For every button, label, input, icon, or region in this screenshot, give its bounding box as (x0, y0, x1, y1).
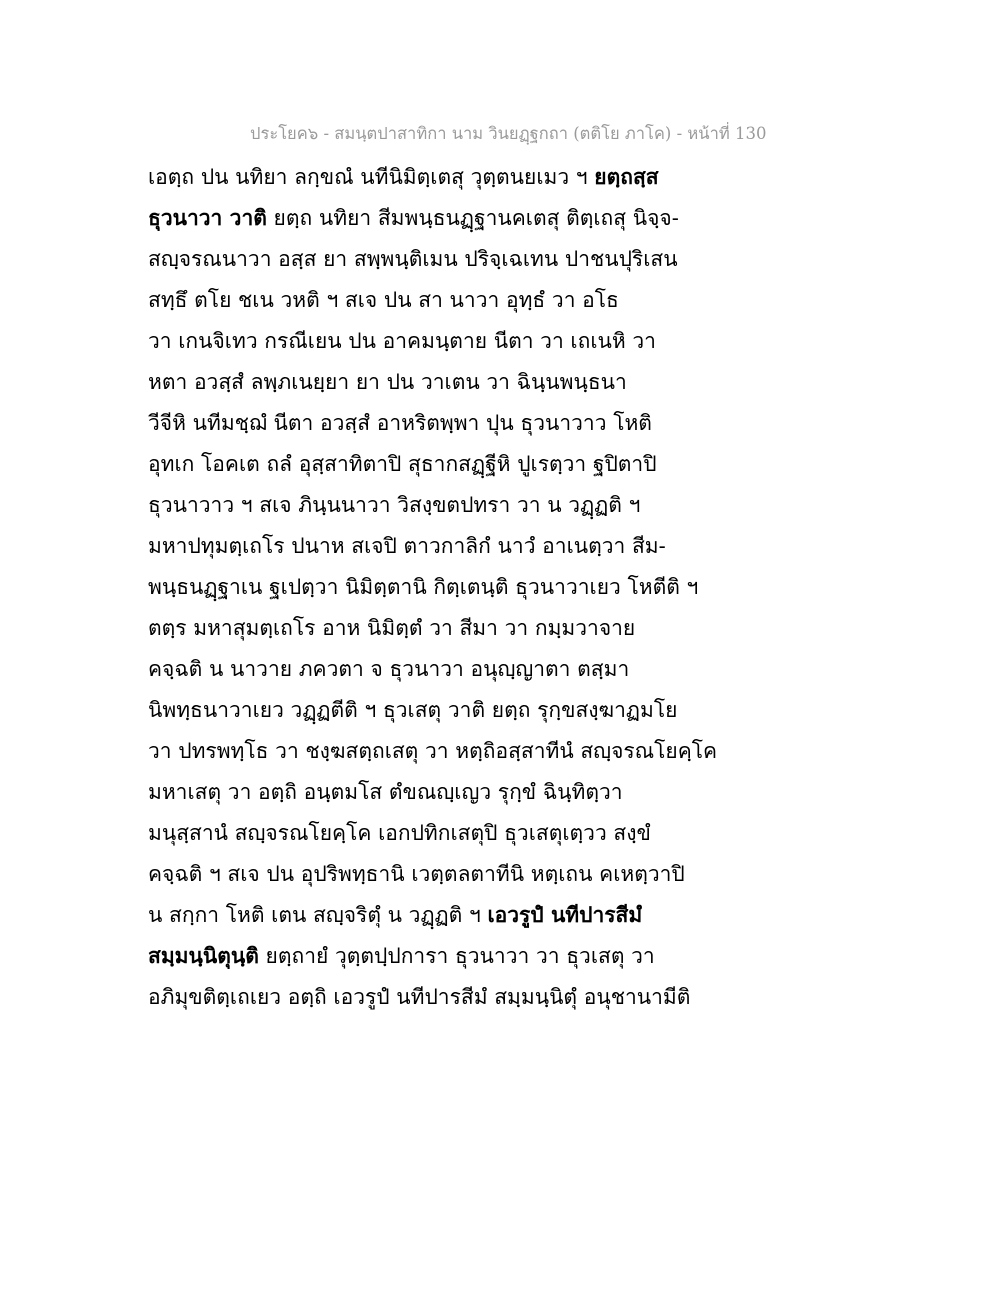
text-line (148, 365, 748, 406)
text-run: ยตฺถ นทิยา สีมพนฺธนฏฺฐานคเตสุ ติตฺเถสุ นิจฺจ- (266, 206, 679, 230)
text-line (148, 980, 748, 1021)
text-line (148, 160, 748, 201)
text-run: ธุวนาวาว ฯ สเจ ภินฺนนาวา วิสงฺขตปทรา วา น วฏฺฏติ ฯ (148, 493, 641, 517)
text-run: อภิมุขติตฺเถเยว อตฺถิ เอวรูปํ นทีปารสีมํ สมฺมนฺนิตุํ อนุชานามีติ (148, 985, 691, 1009)
text-run: มหาปทุมตฺเถโร ปนาห สเจปิ ตาวกาลิกํ นาวํ อาเนตฺวา สีม- (148, 534, 666, 558)
bold-term: ธุวนาวา วาติ (148, 205, 267, 230)
text-line (148, 857, 748, 898)
text-line (148, 939, 748, 980)
text-run: เอตฺถ ปน นทิยา ลกฺขณํ นทีนิมิตฺเตสุ วุตฺตนยเมว ฯ (148, 165, 595, 189)
text-line (148, 201, 748, 242)
text-line (148, 283, 748, 324)
text-line (148, 816, 748, 857)
text-run: พนฺธนฏฺฐาเน ฐเปตฺวา นิมิตฺตานิ กิตฺเตนฺติ ธุวนาวาเยว โหตีติ ฯ (148, 575, 699, 599)
text-run: หตา อวสฺสํ ลพฺภเนยฺยา ยา ปน วาเตน วา ฉินฺนพนฺธนา (148, 370, 627, 394)
text-run: วีจีหิ นทีมชฺฌํ นีตา อวสฺสํ อาหริตพฺพา ปุน ธุวนาวาว โหติ (148, 411, 652, 435)
text-line (148, 447, 748, 488)
text-run: ยตฺถายํ วุตฺตปฺปการา ธุวนาวา วา ธุวเสตุ วา (258, 944, 655, 968)
text-run: สทฺธึ ตโย ชเน วหติ ฯ สเจ ปน สา นาวา อุทฺธํ วา อโธ (148, 288, 619, 312)
text-line (148, 734, 748, 775)
text-line (148, 775, 748, 816)
text-run: วา เกนจิเทว กรณีเยน ปน อาคมนฺตาย นีตา วา เถเนหิ วา (148, 329, 656, 353)
text-run: มหาเสตุ วา อตฺถิ อนฺตมโส ตํขณญฺเญว รุกฺขํ ฉินฺทิตฺวา (148, 780, 623, 804)
body-text (148, 160, 748, 1021)
text-line (148, 898, 748, 939)
text-run: วา ปทรพทฺโธ วา ชงฺฆสตฺถเสตุ วา หตฺถิอสฺสาทีนํ สญฺจรณโยคฺโค (148, 739, 718, 763)
bold-term: สมฺมนฺนิตุนฺติ (148, 943, 259, 968)
text-run: น สกฺกา โหติ เตน สญฺจริตุํ น วฏฺฏติ ฯ (148, 903, 488, 927)
text-line (148, 406, 748, 447)
text-run: ตตฺร มหาสุมตฺเถโร อาห นิมิตฺตํ วา สีมา วา กมฺมวาจาย (148, 616, 636, 640)
text-run: อุทเก โอคเต ถลํ อุสฺสาทิตาปิ สุธากสฏฺฐีหิ ปูเรตฺวา ฐปิตาปิ (148, 452, 657, 476)
text-line (148, 570, 748, 611)
page-header: ประโยค๖ - สมนฺตปาสาทิกา นาม วินยฏฺฐกถา (ตติโย ภาโค) - หน้าที่ 130 (250, 124, 767, 143)
bold-term: ยตฺถสฺส (594, 164, 659, 189)
text-run: มนุสฺสานํ สญฺจรณโยคฺโค เอกปทิกเสตุปิ ธุวเสตุเตฺวว สงฺขํ (148, 821, 651, 845)
text-line (148, 529, 748, 570)
text-line (148, 693, 748, 734)
text-run: สญฺจรณนาวา อสฺส ยา สพฺพนฺติเมน ปริจฺเฉเทน ปาชนปุริเสน (148, 247, 678, 271)
text-line (148, 242, 748, 283)
text-line (148, 611, 748, 652)
text-run: คจฺฉติ ฯ สเจ ปน อุปริพทฺธานิ เวตฺตลตาทีนิ หตฺเถน คเหตฺวาปิ (148, 862, 685, 886)
text-line (148, 324, 748, 365)
text-run: คจฺฉติ น นาวาย ภควตา จ ธุวนาวา อนุญฺญาตา ตสฺมา (148, 657, 630, 681)
text-run: นิพทฺธนาวาเยว วฏฺฏตีติ ฯ ธุวเสตุ วาติ ยตฺถ รุกฺขสงฺฆาฏมโย (148, 698, 678, 722)
text-line (148, 652, 748, 693)
bold-term: เอวรูปํ นทีปารสีมํ (487, 902, 643, 927)
text-line (148, 488, 748, 529)
